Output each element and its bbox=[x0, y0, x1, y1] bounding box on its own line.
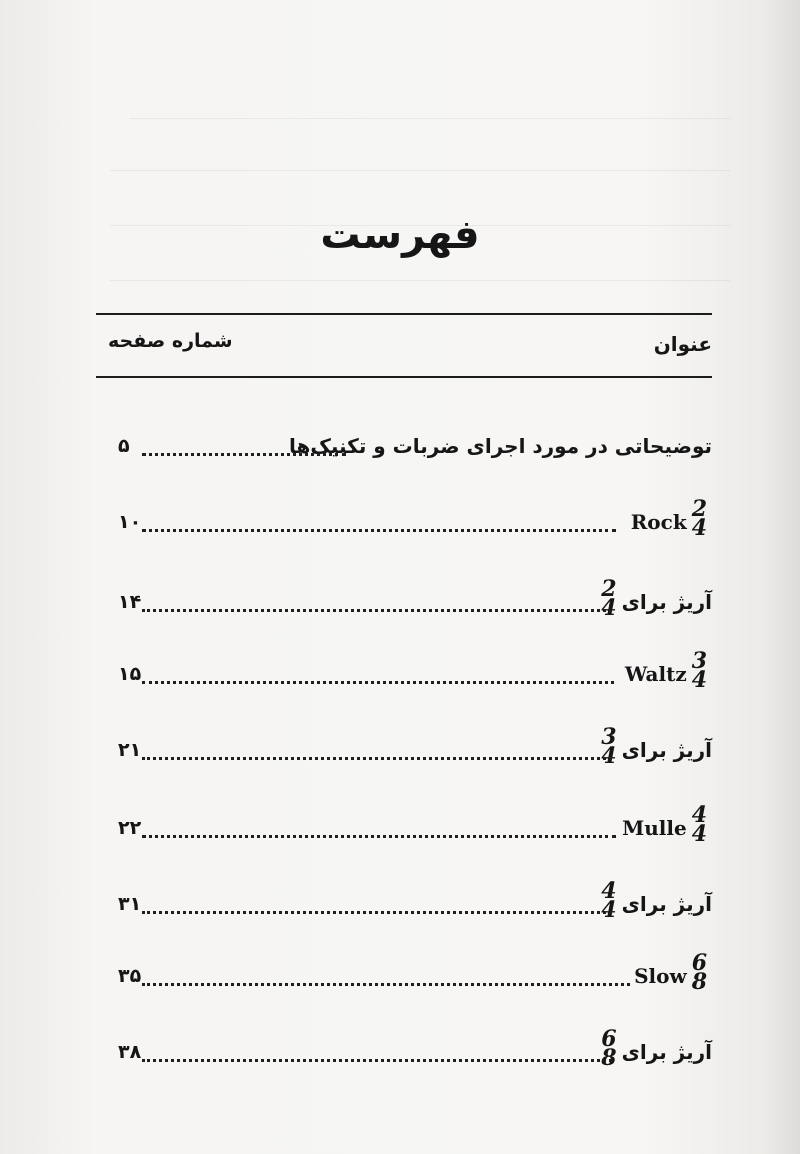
time-signature: 4 4 bbox=[691, 802, 707, 847]
time-signature: 2 4 bbox=[601, 576, 617, 621]
toc-entry-title bbox=[596, 576, 712, 621]
dot-leader bbox=[142, 609, 612, 612]
time-signature: 2 4 bbox=[691, 496, 707, 541]
bleed-through-line bbox=[130, 118, 730, 119]
dot-leader bbox=[142, 529, 616, 532]
toc-entry-label: آریژ برای bbox=[621, 892, 712, 916]
dot-leader bbox=[142, 911, 612, 914]
toc-entry-title bbox=[622, 802, 712, 847]
dot-leader bbox=[142, 757, 612, 760]
toc-entry-page: ۵ bbox=[118, 435, 130, 457]
toc-entry bbox=[96, 800, 712, 848]
toc-entry-label: توضیحاتی در مورد اجرای ضربات و تکنیک‌ها bbox=[289, 434, 712, 458]
toc-entry-page: ۳۱ bbox=[118, 893, 142, 915]
toc-header bbox=[96, 328, 712, 362]
toc-entry bbox=[96, 722, 712, 770]
toc-entry bbox=[96, 948, 712, 996]
page-edge-shadow bbox=[764, 0, 800, 1154]
toc-entry-page: ۳۵ bbox=[118, 965, 142, 987]
time-signature: 3 4 bbox=[601, 724, 617, 769]
toc-entry-label: Rock bbox=[630, 510, 687, 534]
dot-leader bbox=[142, 681, 614, 684]
time-signature: 4 4 bbox=[601, 878, 617, 923]
bleed-through-line bbox=[110, 170, 730, 171]
toc-entry-title bbox=[624, 648, 712, 693]
page-title: فهرست bbox=[320, 212, 480, 258]
toc-entry-label: Waltz bbox=[624, 662, 687, 686]
toc-entry-label: آریژ برای bbox=[621, 1040, 712, 1064]
toc-entry-title bbox=[289, 434, 712, 458]
toc-entry-title bbox=[634, 950, 712, 995]
toc-entry-page: ۱۴ bbox=[118, 591, 142, 613]
toc-entry-page: ۲۱ bbox=[118, 739, 142, 761]
column-page-label: شماره صفحه bbox=[108, 330, 233, 352]
toc-entry-page: ۲۲ bbox=[118, 817, 142, 839]
dot-leader bbox=[142, 453, 346, 456]
header-bottom-rule bbox=[96, 376, 712, 378]
toc-entry bbox=[96, 1024, 712, 1072]
toc-entry-label: آریژ برای bbox=[621, 738, 712, 762]
toc-entry-label: Mulle bbox=[622, 816, 687, 840]
toc-entry bbox=[96, 646, 712, 694]
dot-leader bbox=[142, 1059, 612, 1062]
dot-leader bbox=[142, 983, 630, 986]
toc-entry bbox=[96, 494, 712, 542]
time-signature: 3 4 bbox=[691, 648, 707, 693]
toc-entry-title bbox=[596, 878, 712, 923]
dot-leader bbox=[142, 835, 616, 838]
toc-entry-label: Slow bbox=[634, 964, 687, 988]
toc-entry-page: ۳۸ bbox=[118, 1041, 142, 1063]
toc-entry-title bbox=[630, 496, 712, 541]
bleed-through-line bbox=[110, 280, 730, 281]
toc-entry bbox=[96, 876, 712, 924]
column-title-label: عنوان bbox=[653, 332, 712, 356]
time-signature: 6 8 bbox=[601, 1026, 617, 1071]
time-signature: 6 8 bbox=[691, 950, 707, 995]
toc-entry bbox=[96, 418, 712, 466]
toc-entry-page: ۱۰ bbox=[118, 511, 142, 533]
toc-entry-label: آریژ برای bbox=[621, 590, 712, 614]
toc-entry-title bbox=[596, 1026, 712, 1071]
toc-entry-page: ۱۵ bbox=[118, 663, 142, 685]
header-top-rule bbox=[96, 313, 712, 315]
toc-entry-title bbox=[596, 724, 712, 769]
toc-entry bbox=[96, 574, 712, 622]
